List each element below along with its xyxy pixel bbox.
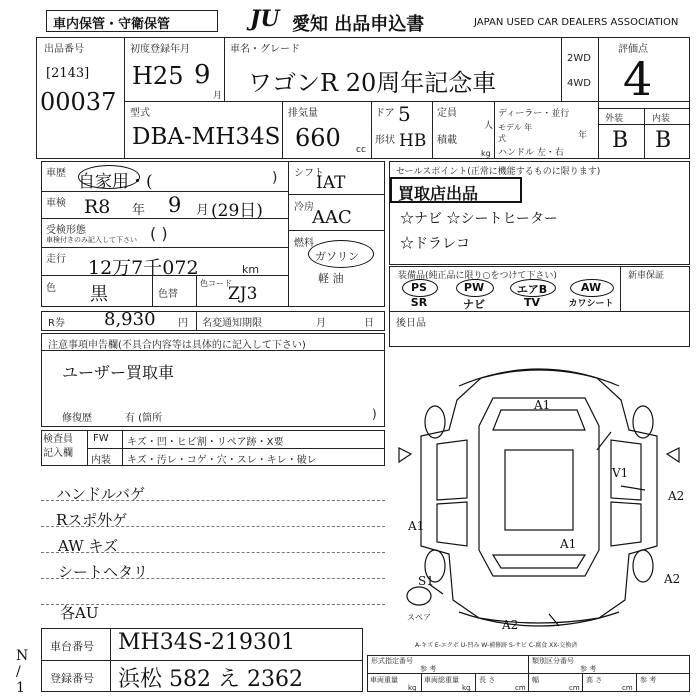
handle-side: ハンドル 左・右 — [498, 148, 564, 158]
footer-gross-weight: 車両総重量 — [424, 676, 459, 684]
acceptance-note: 車検付きのみ記入して下さい — [46, 236, 137, 244]
history-circle — [78, 165, 140, 189]
after-items-label: 後日品 — [396, 318, 426, 329]
sales-badge: 買取店出品 — [398, 184, 479, 203]
equip-airbag-circle — [510, 279, 556, 297]
equip-leather-seat: カワシート — [568, 299, 614, 309]
diagram-mark-rear-left: A1 — [560, 537, 577, 551]
displacement-value: 660 — [295, 124, 341, 152]
footer-width: 幅 — [532, 676, 539, 684]
diagram-mark-spare: S1 — [418, 574, 434, 588]
body-shape-value: HB — [399, 131, 427, 151]
remark-4: シートヘタリ — [58, 563, 149, 581]
footer-reference-3: 参 考 — [640, 676, 657, 684]
registration-year: H25 — [132, 62, 184, 90]
footer-cm-2: cm — [569, 684, 580, 692]
lot-sub-number: [2143] — [46, 66, 90, 81]
ac-value: AAC — [312, 207, 352, 228]
color-code-label: 色コード — [200, 279, 232, 288]
footer-type-designation: 形式指定番号 — [371, 657, 413, 665]
notice-day: 日 — [364, 318, 374, 329]
sales-point-line1: ☆ナビ ☆シートヒーター — [400, 211, 558, 227]
inspection-year-unit: 年 — [132, 203, 146, 218]
equip-pw-circle — [456, 279, 494, 297]
capacity-unit: 人 — [484, 121, 494, 131]
equipment-label: 装備品(純正品に限り○をつけて下さい) — [398, 271, 557, 281]
capacity-label: 定員 — [437, 108, 457, 119]
equip-airbag: エアB — [516, 283, 548, 296]
diagram-mark-rear-right: A2 — [664, 572, 681, 586]
recycle-unit: 円 — [178, 318, 188, 329]
inspection-label: 車検 — [46, 198, 66, 209]
equip-pw: PW — [463, 281, 485, 294]
inspector-fw-label: FW — [93, 433, 109, 444]
color-code-value: ZJ3 — [228, 284, 258, 304]
recycle-label: R券 — [48, 318, 65, 329]
model-year-label: モデル 年式 — [498, 123, 533, 143]
repair-history-close: ) — [372, 407, 377, 421]
footer-kg-2: kg — [462, 684, 471, 692]
drive-2wd: 2WD — [567, 53, 591, 64]
inspector-fw-text: キズ・凹・ヒビ割・リペア跡・X要 — [127, 437, 284, 448]
drive-4wd: 4WD — [567, 78, 591, 89]
displacement-unit: cc — [356, 145, 366, 155]
notice-month: 月 — [316, 318, 326, 329]
association-name: JAPAN USED CAR DEALERS ASSOCIATION — [474, 17, 679, 28]
equip-aw-circle — [570, 279, 614, 297]
inspection-day: (29日) — [211, 201, 263, 221]
chassis-label: 車台番号 — [50, 640, 94, 653]
fuel-label: 燃料 — [294, 238, 314, 249]
footer-reference-1: 参 考 — [420, 665, 437, 673]
notes-label: 注意事項申告欄(不具合内容等は具体的に記入して下さい) — [48, 340, 306, 351]
dealer-label: ディーラー・並行 — [498, 109, 570, 119]
doors-value: 5 — [398, 102, 411, 126]
equip-ps-circle — [402, 279, 438, 297]
inspector-interior-text: キズ・汚レ・コゲ・穴・スレ・キレ・破レ — [127, 455, 317, 466]
color-value: 黒 — [90, 284, 108, 305]
spare-tire-label: スペア — [407, 613, 431, 622]
mileage-value: 12万7千072 — [88, 257, 199, 279]
chassis-number: MH34S-219301 — [118, 630, 295, 655]
footer-reference-2: 参 考 — [580, 665, 597, 673]
inspection-month: 9 — [168, 193, 182, 217]
plate-number: 浜松 582 え 2362 — [118, 667, 303, 692]
notice-label: 名変通知期限 — [202, 318, 262, 329]
mileage-label: 走行 — [46, 254, 66, 265]
after-items-box — [389, 311, 690, 347]
history-value: 自家用・( — [78, 172, 153, 192]
footer-height: 高 さ — [586, 676, 603, 684]
notes-value: ユーザー買取車 — [62, 363, 175, 382]
footer-category-number: 類別区分番号 — [532, 657, 574, 665]
damage-legend: A-キズ E-エクボ U-凹み W-補修跡 S-サビ C-腐食 XX-交換済 — [415, 642, 578, 649]
fuel-diesel: 軽 油 — [318, 272, 344, 285]
shift-label: シフト — [294, 168, 324, 179]
repair-history-label: 修復歴 — [62, 413, 92, 424]
color-change-label: 色替 — [158, 289, 178, 300]
sales-point-line2: ☆ドラレコ — [400, 236, 470, 252]
displacement-label: 排気量 — [288, 108, 318, 119]
diagram-mark-roof: A1 — [534, 398, 551, 412]
interior-label: 内装 — [652, 114, 671, 124]
model-grade: ワゴンR 20周年記念車 — [248, 69, 497, 97]
registration-month-unit: 月 — [213, 91, 223, 101]
type-value: DBA-MH34S — [132, 124, 281, 150]
remark-3: AW キズ — [58, 537, 119, 555]
ju-logo: JU — [250, 6, 280, 32]
equip-aw: AW — [580, 281, 602, 294]
equip-navi: ナビ — [463, 298, 485, 311]
new-car-warranty-label: 新車保証 — [628, 271, 665, 281]
registration-month: 9 — [194, 60, 211, 90]
mileage-unit: km — [242, 263, 260, 276]
exterior-label: 外装 — [605, 114, 624, 124]
recycle-value: 8,930 — [104, 309, 156, 330]
model-year-unit: 年 — [578, 131, 588, 141]
inspection-month-unit: 月 — [196, 203, 210, 218]
footer-vehicle-weight: 車両重量 — [370, 676, 398, 684]
score-value: 4 — [623, 52, 653, 106]
remark-2: Rスポ外ゲ — [56, 511, 128, 529]
footer-cm-3: cm — [622, 684, 633, 692]
inspector-label: 検査員 記入欄 — [43, 434, 73, 459]
load-unit: kg — [481, 149, 491, 158]
inspector-interior-label: 内装 — [91, 455, 111, 466]
ac-label: 冷房 — [294, 202, 314, 213]
acceptance-label: 受検形態 — [46, 225, 86, 236]
diagram-mark-left: A1 — [408, 519, 425, 533]
remark-5: 各AU — [60, 604, 99, 622]
repair-history-value: 有 (箇所 — [125, 413, 163, 424]
equip-ps: PS — [411, 281, 427, 294]
equip-sr: SR — [410, 296, 428, 309]
body-shape-label: 形状 — [375, 135, 395, 146]
plate-side-marks: N / 1 — [16, 648, 29, 696]
diagram-mark-right-side: A2 — [668, 489, 685, 503]
shift-value: IAT — [316, 173, 346, 193]
type-label: 型式 — [130, 108, 150, 119]
equip-tv: TV — [523, 296, 541, 309]
remark-1: ハンドルバゲ — [56, 485, 145, 503]
history-close: ) — [272, 170, 278, 186]
inspection-era: R8 — [84, 196, 111, 218]
model-label: 車名・グレード — [230, 44, 300, 55]
color-label: 色 — [46, 283, 56, 294]
fuel-gasoline: ガソリン — [315, 250, 359, 263]
lot-number-label: 出品番号 — [44, 44, 84, 55]
storage-label-box — [46, 10, 218, 32]
footer-kg-1: kg — [408, 684, 417, 692]
fuel-circle — [308, 240, 374, 268]
score-label: 評価点 — [618, 44, 648, 55]
footer-cm-1: cm — [515, 684, 526, 692]
diagram-mark-rear: A2 — [502, 618, 519, 632]
history-label: 車歴 — [46, 168, 66, 179]
form-title: 愛知 出品申込書 — [292, 14, 425, 35]
doors-label: ドア — [375, 108, 395, 119]
footer-length: 長 さ — [479, 676, 496, 684]
diagram-mark-right-door: V1 — [612, 466, 629, 480]
sales-point-label: セールスポイント(正常に機能するものに限ります) — [396, 167, 601, 177]
sales-badge-box — [390, 177, 522, 203]
acceptance-paren: ( ) — [150, 224, 168, 243]
plate-label: 登録番号 — [50, 672, 94, 685]
load-label: 積載 — [437, 135, 457, 146]
storage-label: 車内保管・守衛保管 — [53, 17, 171, 32]
car-damage-diagram — [389, 350, 690, 640]
exterior-grade: B — [612, 128, 629, 153]
lot-number: 00037 — [40, 88, 117, 116]
registration-label: 初度登録年月 — [130, 44, 190, 55]
interior-grade: B — [655, 128, 672, 153]
